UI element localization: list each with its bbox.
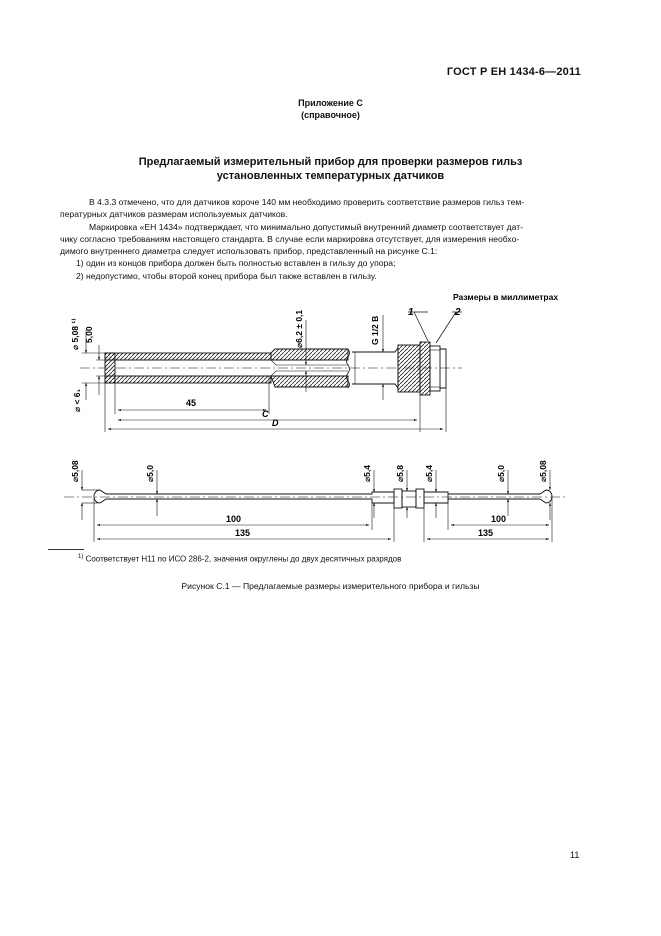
technical-drawing	[0, 285, 661, 547]
dim-outer-diameter: ⌀ 5,08 ¹⁾	[70, 318, 80, 350]
callouts	[408, 312, 462, 343]
dim-100-left: 100	[226, 514, 242, 524]
dim-d58: ⌀5,8	[395, 465, 405, 482]
paragraph-2-line2: чику согласно требованиям настоящего стандарта. В случае если маркировка отсутствует, для измерения необхо-	[60, 234, 520, 244]
dim-inner-diameter: ⌀ < 6₁	[72, 388, 82, 412]
units-note: Размеры в миллиметрах	[453, 292, 559, 302]
dim-135-right: 135	[478, 528, 494, 538]
dim-d54-right: ⌀5,4	[424, 465, 434, 482]
paragraph-1-line1: В 4.3.3 отмечено, что для датчиков короче 140 мм необходимо проверить соответствие размеров гильз тем-	[89, 197, 525, 207]
standard-code: ГОСТ Р ЕН 1434-6—2011	[446, 66, 581, 78]
callout-1: 1	[408, 307, 414, 318]
thermowell-section	[80, 342, 462, 395]
footnote-mark: 1)	[78, 554, 84, 560]
dim-d50-left: ⌀5,0	[145, 465, 155, 482]
dim-135-left: 135	[235, 528, 251, 538]
footnote-text: Соответствует Н11 по ИСО 286-2, значения округлены до двух десятичных разрядов	[85, 554, 402, 564]
dim-45: 45	[186, 398, 197, 408]
page-number: 11	[570, 850, 580, 860]
dim-outer-diameter-2: 5,00	[84, 326, 94, 343]
dim-d50-right: ⌀5,0	[496, 465, 506, 482]
list-item-1: 1) один из концов прибора должен быть полностью вставлен в гильзу до упора;	[76, 258, 396, 268]
gauge-pin	[64, 489, 566, 508]
footnote	[78, 554, 401, 564]
dim-d508-left: ⌀5,08	[70, 460, 80, 482]
callout-2: 2	[455, 307, 461, 318]
dim-d54-left: ⌀5,4	[362, 465, 372, 482]
footnote-divider	[48, 549, 84, 550]
dim-d: D	[272, 418, 279, 428]
paragraph-1-line2: пературных датчиков размерам используемых датчиков.	[60, 209, 288, 219]
appendix-label: Приложение С	[298, 98, 363, 108]
dim-100-right: 100	[491, 514, 507, 524]
dim-d508-right: ⌀5,08	[538, 460, 548, 482]
dim-thread: G 1/2 B	[370, 315, 380, 345]
figure-caption: Рисунок С.1 — Предлагаемые размеры измерительного прибора и гильзы	[181, 581, 480, 591]
dim-c: C	[262, 409, 269, 419]
section-title-line1: Предлагаемый измерительный прибор для проверки размеров гильз	[138, 156, 523, 168]
dim-bore-diameter: ⌀6,2 ± 0,1	[294, 309, 304, 348]
paragraph-2-line3: димого внутреннего диаметра следует использовать прибор, представленный на рисунке С.1:	[60, 246, 438, 256]
appendix-type: (справочное)	[301, 110, 360, 120]
paragraph-2-line1: Маркировка «ЕН 1434» подтверждает, что минимально допустимый внутренний диаметр соответствует дат-	[89, 222, 524, 232]
list-item-2: 2) недопустимо, чтобы второй конец прибора был также вставлен в гильзу.	[76, 271, 377, 281]
section-title-line2: установленных температурных датчиков	[216, 170, 445, 182]
